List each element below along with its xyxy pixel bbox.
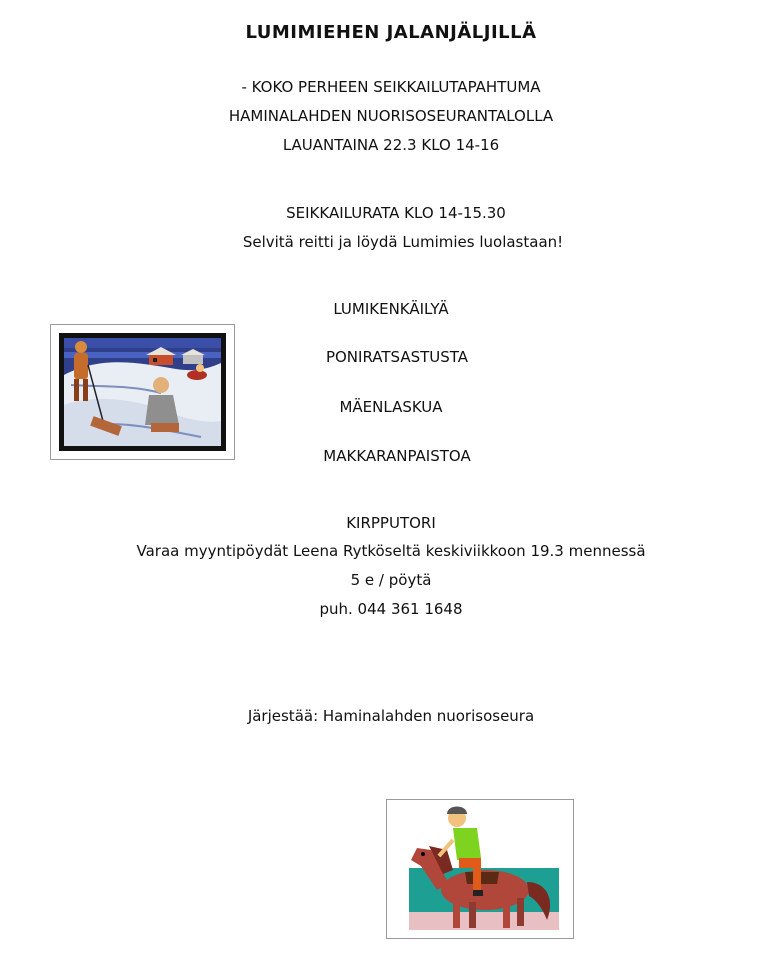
flea-market-price: 5 e / pöytä: [350, 571, 432, 589]
winter-sledding-image: [50, 324, 235, 460]
adventure-heading: SEIKKAILURATA KLO 14-15.30: [286, 204, 506, 222]
flea-market-phone: puh. 044 361 1648: [319, 600, 463, 618]
intro-line-1: - KOKO PERHEEN SEIKKAILUTAPAHTUMA: [241, 78, 541, 96]
activity-snowshoeing: LUMIKENKÄILYÄ: [333, 300, 449, 318]
activity-pony-riding: PONIRATSASTUSTA: [325, 348, 469, 366]
page-title: LUMIMIEHEN JALANJÄLJILLÄ: [245, 22, 537, 43]
flea-market-heading: KIRPPUTORI: [346, 514, 436, 532]
intro-line-2: HAMINALAHDEN NUORISOSEURANTALOLLA: [228, 107, 554, 125]
activity-sledding: MÄENLASKUA: [339, 398, 443, 416]
activity-sausage-grilling: MAKKARANPAISTOA: [323, 447, 471, 465]
intro-line-3: LAUANTAINA 22.3 KLO 14-16: [282, 136, 500, 154]
organizer: Järjestää: Haminalahden nuorisoseura: [247, 707, 535, 725]
flea-market-text: Varaa myyntipöydät Leena Rytköseltä keskiviikkoon 19.3 mennessä: [136, 542, 646, 560]
adventure-text: Selvitä reitti ja löydä Lumimies luolastaan!: [242, 233, 564, 251]
pony-riding-image: [386, 799, 574, 939]
